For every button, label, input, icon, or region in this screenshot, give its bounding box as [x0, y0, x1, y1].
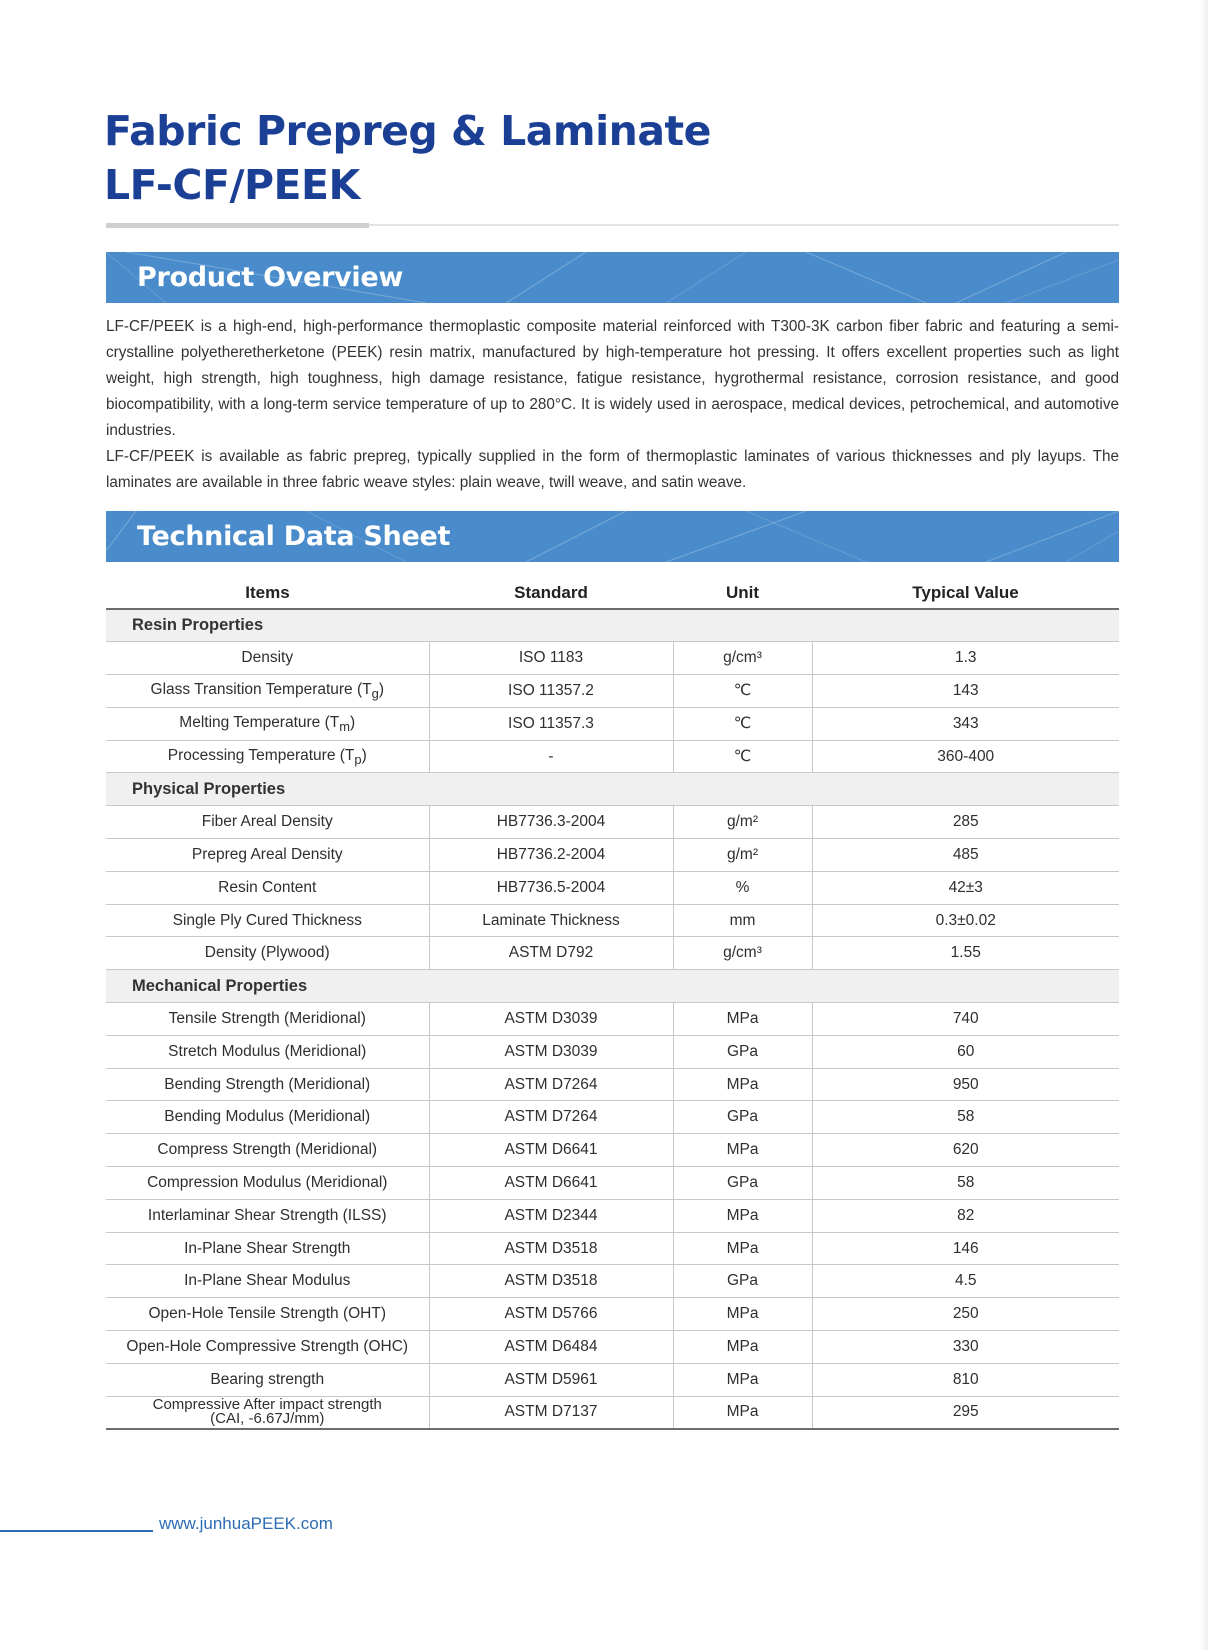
standard-cell: ISO 11357.3 — [429, 707, 673, 740]
unit-cell: GPa — [673, 1035, 812, 1068]
unit-cell: mm — [673, 904, 812, 937]
table-row — [106, 1167, 1119, 1200]
table-header-row — [106, 577, 1119, 609]
table-row — [106, 1035, 1119, 1068]
standard-cell: ASTM D2344 — [429, 1199, 673, 1232]
value-cell: 285 — [812, 806, 1119, 839]
unit-cell: ℃ — [673, 740, 812, 773]
column-header-unit: Unit — [673, 577, 812, 609]
group-label: Resin Properties — [106, 609, 1119, 642]
table-row — [106, 1134, 1119, 1167]
table-row — [106, 1396, 1119, 1429]
table-row — [106, 1232, 1119, 1265]
unit-cell: MPa — [673, 1134, 812, 1167]
item-cell: Processing Temperature $(T_p)$ — [106, 740, 429, 773]
column-header-typical-value: Typical Value — [812, 577, 1119, 609]
standard-cell: Laminate Thickness — [429, 904, 673, 937]
item-cell: In-Plane Shear Strength — [106, 1232, 429, 1265]
unit-cell: GPa — [673, 1101, 812, 1134]
item-cell: Compress Strength (Meridional) — [106, 1134, 429, 1167]
table-row — [106, 740, 1119, 773]
unit-cell: g/m² — [673, 839, 812, 872]
item-cell: Glass Transition Temperature $(T_g)$ — [106, 675, 429, 708]
table-row — [106, 707, 1119, 740]
value-cell: 295 — [812, 1396, 1119, 1429]
unit-cell: MPa — [673, 1396, 812, 1429]
standard-cell: ASTM D7264 — [429, 1068, 673, 1101]
value-cell: 146 — [812, 1232, 1119, 1265]
item-cell: Single Ply Cured Thickness — [106, 904, 429, 937]
table-row — [106, 1068, 1119, 1101]
standard-cell: ASTM D3518 — [429, 1265, 673, 1298]
unit-cell: MPa — [673, 1003, 812, 1036]
group-row-mechanical-properties — [106, 970, 1119, 1003]
table-row — [106, 675, 1119, 708]
unit-cell: GPa — [673, 1167, 812, 1200]
standard-cell: ASTM D3518 — [429, 1232, 673, 1265]
item-text: Glass Transition Temperature (T — [150, 680, 372, 698]
item-cell: Resin Content — [106, 871, 429, 904]
group-label: Mechanical Properties — [106, 970, 1119, 1003]
item-cell: Interlaminar Shear Strength (ILSS) — [106, 1199, 429, 1232]
value-cell: 810 — [812, 1363, 1119, 1396]
standard-cell: ASTM D3039 — [429, 1035, 673, 1068]
product-overview-banner — [106, 252, 1119, 303]
table-row — [106, 904, 1119, 937]
standard-cell: HB7736.2-2004 — [429, 839, 673, 872]
item-cell: Density (Plywood) — [106, 937, 429, 970]
technical-data-table — [106, 577, 1119, 1430]
unit-cell: % — [673, 871, 812, 904]
value-cell: 42±3 — [812, 871, 1119, 904]
item-cell: Density — [106, 642, 429, 675]
item-cell: Open-Hole Compressive Strength (OHC) — [106, 1331, 429, 1364]
value-cell: 1.55 — [812, 937, 1119, 970]
standard-cell: ASTM D6641 — [429, 1134, 673, 1167]
footer-website-link[interactable]: www.junhuaPEEK.com — [159, 1514, 333, 1533]
title-line-1: Fabric Prepreg & Laminate — [104, 107, 711, 155]
title-divider-accent — [106, 223, 369, 228]
page-title — [104, 104, 711, 212]
item-cell: Compression Modulus (Meridional) — [106, 1167, 429, 1200]
value-cell: 4.5 — [812, 1265, 1119, 1298]
value-cell: 1.3 — [812, 642, 1119, 675]
unit-cell: ℃ — [673, 707, 812, 740]
value-cell: 330 — [812, 1331, 1119, 1364]
item-cell: In-Plane Shear Modulus — [106, 1265, 429, 1298]
standard-cell: ASTM D7137 — [429, 1396, 673, 1429]
unit-cell: MPa — [673, 1199, 812, 1232]
group-row-resin-properties — [106, 609, 1119, 642]
unit-cell: g/cm³ — [673, 937, 812, 970]
item-cell: Bearing strength — [106, 1363, 429, 1396]
technical-data-sheet-banner — [106, 511, 1119, 562]
value-cell: 360-400 — [812, 740, 1119, 773]
standard-cell: ASTM D7264 — [429, 1101, 673, 1134]
value-cell: 620 — [812, 1134, 1119, 1167]
standard-cell: ASTM D3039 — [429, 1003, 673, 1036]
unit-cell: GPa — [673, 1265, 812, 1298]
item-subscript: m — [339, 718, 351, 734]
item-subscript: p — [354, 751, 362, 767]
title-line-2: LF-CF/PEEK — [104, 161, 360, 209]
table-row — [106, 642, 1119, 675]
standard-cell: ASTM D5766 — [429, 1298, 673, 1331]
item-cell: Stretch Modulus (Meridional) — [106, 1035, 429, 1068]
unit-cell: MPa — [673, 1298, 812, 1331]
item-text: Melting Temperature (T — [179, 713, 340, 731]
standard-cell: ISO 1183 — [429, 642, 673, 675]
overview-paragraph-2: LF-CF/PEEK is available as fabric prepreg, typically supplied in the form of thermoplastic laminates of various thicknesses and ply layups. The laminates are available in three fabric weave styles: plain weave, twill weave, and satin weave. — [106, 448, 1119, 491]
item-cell — [106, 1396, 429, 1429]
value-cell: 60 — [812, 1035, 1119, 1068]
standard-cell: HB7736.3-2004 — [429, 806, 673, 839]
value-cell: 740 — [812, 1003, 1119, 1036]
standard-cell: ISO 11357.2 — [429, 675, 673, 708]
table-row — [106, 1265, 1119, 1298]
standard-cell: ASTM D5961 — [429, 1363, 673, 1396]
value-cell: 250 — [812, 1298, 1119, 1331]
value-cell: 950 — [812, 1068, 1119, 1101]
table-row — [106, 1199, 1119, 1232]
group-row-physical-properties — [106, 773, 1119, 806]
value-cell: 58 — [812, 1167, 1119, 1200]
standard-cell: ASTM D6484 — [429, 1331, 673, 1364]
unit-cell: MPa — [673, 1068, 812, 1101]
value-cell: 58 — [812, 1101, 1119, 1134]
product-overview-text — [106, 314, 1119, 496]
value-cell: 485 — [812, 839, 1119, 872]
footer-line — [0, 1530, 153, 1532]
unit-cell: MPa — [673, 1363, 812, 1396]
item-subscript: g — [371, 686, 379, 702]
column-header-standard: Standard — [429, 577, 673, 609]
unit-cell: g/cm³ — [673, 642, 812, 675]
item-cell: Bending Strength (Meridional) — [106, 1068, 429, 1101]
item-text-line-2: (CAI, -6.67J/mm) — [210, 1410, 325, 1428]
page-edge-shadow — [1200, 0, 1208, 1650]
table-row — [106, 1101, 1119, 1134]
overview-paragraph-1: LF-CF/PEEK is a high-end, high-performance thermoplastic composite material reinforced with T300-3K carbon fiber fabric and featuring a semi-crystalline polyetheretherketone (PEEK) resin matrix, manufactured by high-temperature hot pressing. It offers excellent properties such as light weight, high strength, high toughness, high damage resistance, fatigue resistance, hygrothermal resistance, corrosion resistance, and good biocompatibility, with a long-term service temperature of up to 280°C. It is widely used in aerospace, medical devices, petrochemical, and automotive industries. — [106, 318, 1119, 439]
item-cell: Fiber Areal Density — [106, 806, 429, 839]
table-row — [106, 871, 1119, 904]
unit-cell: g/m² — [673, 806, 812, 839]
column-header-items: Items — [106, 577, 429, 609]
standard-cell: ASTM D6641 — [429, 1167, 673, 1200]
item-cell: Tensile Strength (Meridional) — [106, 1003, 429, 1036]
item-cell: Prepreg Areal Density — [106, 839, 429, 872]
table-row — [106, 1298, 1119, 1331]
item-text-line-1: Compressive After impact strength — [152, 1396, 382, 1414]
table-row — [106, 937, 1119, 970]
item-text: Processing Temperature (T — [167, 746, 355, 764]
technical-data-sheet-heading: Technical Data Sheet — [137, 521, 451, 552]
value-cell: 82 — [812, 1199, 1119, 1232]
standard-cell: HB7736.5-2004 — [429, 871, 673, 904]
table-row — [106, 806, 1119, 839]
group-label: Physical Properties — [106, 773, 1119, 806]
unit-cell: MPa — [673, 1232, 812, 1265]
table-row — [106, 1331, 1119, 1364]
standard-cell: ASTM D792 — [429, 937, 673, 970]
value-cell: 343 — [812, 707, 1119, 740]
table-row — [106, 1363, 1119, 1396]
standard-cell: - — [429, 740, 673, 773]
table-row — [106, 1003, 1119, 1036]
item-cell: Melting Temperature $(T_m)$ — [106, 707, 429, 740]
item-cell: Open-Hole Tensile Strength (OHT) — [106, 1298, 429, 1331]
item-cell: Bending Modulus (Meridional) — [106, 1101, 429, 1134]
value-cell: 143 — [812, 675, 1119, 708]
product-overview-heading: Product Overview — [137, 262, 404, 293]
table-row — [106, 839, 1119, 872]
unit-cell: MPa — [673, 1331, 812, 1364]
value-cell: 0.3±0.02 — [812, 904, 1119, 937]
unit-cell: ℃ — [673, 675, 812, 708]
